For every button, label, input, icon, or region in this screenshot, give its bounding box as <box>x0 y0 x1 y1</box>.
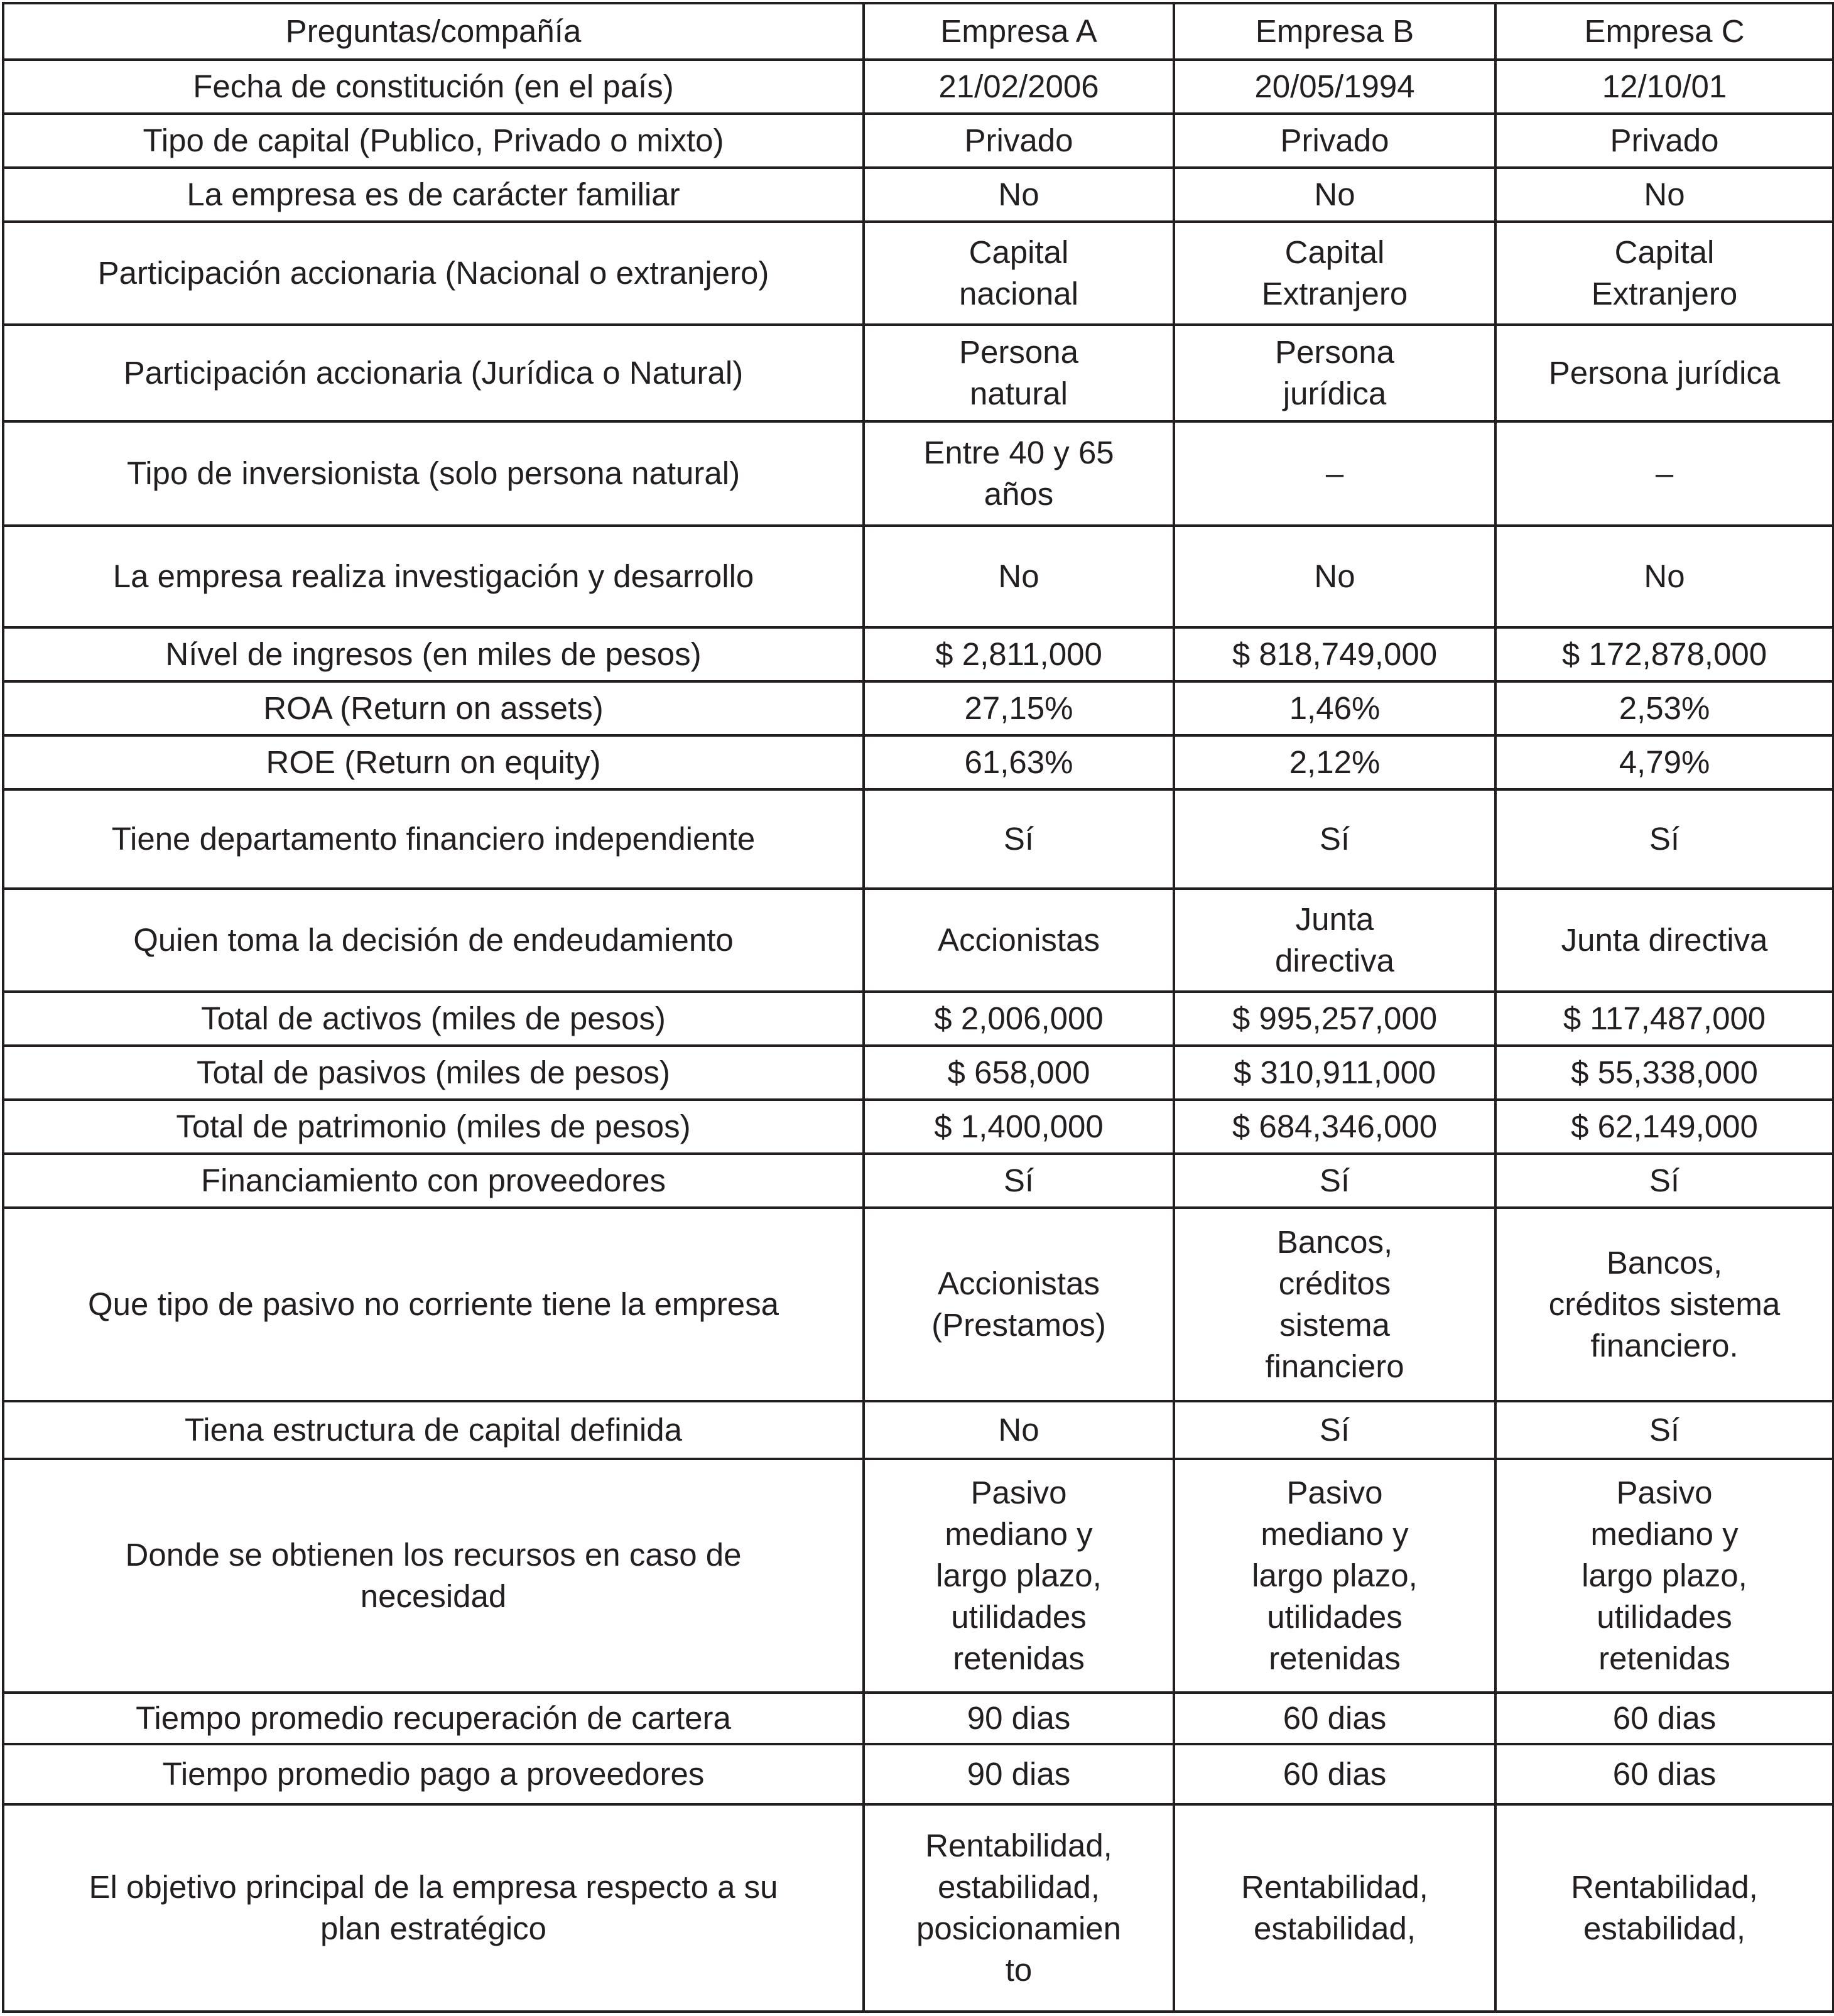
row-empresa-c-recuperacion-cartera: 60 dias <box>1495 1693 1833 1744</box>
table-row <box>3 735 1833 789</box>
table-row <box>3 421 1833 526</box>
row-question-caracter-familiar: La empresa es de carácter familiar <box>3 168 864 222</box>
row-empresa-b-financiamiento-proveedores: Sí <box>1174 1154 1495 1208</box>
row-empresa-c-investigacion-desarrollo: No <box>1495 526 1833 627</box>
row-question-investigacion-desarrollo: La empresa realiza investigación y desarrollo <box>3 526 864 627</box>
row-empresa-a-participacion-nacional: Capital nacional <box>864 222 1174 325</box>
row-empresa-a-roa: 27,15% <box>864 681 1174 735</box>
row-empresa-a-pasivo-no-corriente: Accionistas (Prestamos) <box>864 1208 1174 1401</box>
header-company-c: Empresa C <box>1495 3 1833 60</box>
row-empresa-c-total-pasivos: $ 55,338,000 <box>1495 1046 1833 1100</box>
row-question-financiamiento-proveedores: Financiamiento con proveedores <box>3 1154 864 1208</box>
row-empresa-a-tipo-capital: Privado <box>864 114 1174 168</box>
row-empresa-b-nivel-ingresos: $ 818,749,000 <box>1174 627 1495 681</box>
row-empresa-c-tipo-inversionista: – <box>1495 421 1833 526</box>
row-empresa-c-obtencion-recursos: Pasivo mediano y largo plazo, utilidades retenidas <box>1495 1459 1833 1693</box>
header-question: Preguntas/compañía <box>3 3 864 60</box>
table-row <box>3 1046 1833 1100</box>
row-empresa-c-total-patrimonio: $ 62,149,000 <box>1495 1100 1833 1154</box>
row-empresa-b-roa: 1,46% <box>1174 681 1495 735</box>
row-empresa-b-total-patrimonio: $ 684,346,000 <box>1174 1100 1495 1154</box>
table-row <box>3 1804 1833 2012</box>
table-row <box>3 1693 1833 1744</box>
row-empresa-c-caracter-familiar: No <box>1495 168 1833 222</box>
row-empresa-b-total-pasivos: $ 310,911,000 <box>1174 1046 1495 1100</box>
row-empresa-a-investigacion-desarrollo: No <box>864 526 1174 627</box>
row-empresa-b-departamento-financiero: Sí <box>1174 789 1495 889</box>
row-question-fecha-constitucion: Fecha de constitución (en el país) <box>3 60 864 114</box>
row-empresa-a-fecha-constitucion: 21/02/2006 <box>864 60 1174 114</box>
row-question-nivel-ingresos: Nível de ingresos (en miles de pesos) <box>3 627 864 681</box>
row-empresa-a-total-patrimonio: $ 1,400,000 <box>864 1100 1174 1154</box>
row-question-decision-endeudamiento: Quien toma la decisión de endeudamiento <box>3 889 864 992</box>
row-empresa-a-decision-endeudamiento: Accionistas <box>864 889 1174 992</box>
row-empresa-b-objetivo-principal: Rentabilidad, estabilidad, <box>1174 1804 1495 2012</box>
row-empresa-c-objetivo-principal: Rentabilidad, estabilidad, <box>1495 1804 1833 2012</box>
row-empresa-a-total-pasivos: $ 658,000 <box>864 1046 1174 1100</box>
row-question-participacion-nacional: Participación accionaria (Nacional o extranjero) <box>3 222 864 325</box>
row-empresa-a-caracter-familiar: No <box>864 168 1174 222</box>
row-empresa-c-roe: 4,79% <box>1495 735 1833 789</box>
row-empresa-b-total-activos: $ 995,257,000 <box>1174 992 1495 1046</box>
table-row <box>3 627 1833 681</box>
row-empresa-b-pago-proveedores: 60 dias <box>1174 1744 1495 1804</box>
table-row <box>3 992 1833 1046</box>
table-row <box>3 526 1833 627</box>
table-row <box>3 1744 1833 1804</box>
row-question-total-activos: Total de activos (miles de pesos) <box>3 992 864 1046</box>
row-question-recuperacion-cartera: Tiempo promedio recuperación de cartera <box>3 1693 864 1744</box>
row-empresa-a-tipo-inversionista: Entre 40 y 65 años <box>864 421 1174 526</box>
row-empresa-c-total-activos: $ 117,487,000 <box>1495 992 1833 1046</box>
table-body <box>3 3 1833 2012</box>
row-empresa-a-estructura-capital: No <box>864 1401 1174 1459</box>
row-empresa-c-pago-proveedores: 60 dias <box>1495 1744 1833 1804</box>
row-empresa-b-tipo-inversionista: – <box>1174 421 1495 526</box>
row-empresa-b-fecha-constitucion: 20/05/1994 <box>1174 60 1495 114</box>
row-question-estructura-capital: Tiena estructura de capital definida <box>3 1401 864 1459</box>
row-empresa-b-participacion-nacional: Capital Extranjero <box>1174 222 1495 325</box>
header-row <box>3 3 1833 60</box>
table-row <box>3 325 1833 421</box>
row-empresa-a-objetivo-principal: Rentabilidad, estabilidad, posicionamien to <box>864 1804 1174 2012</box>
row-question-objetivo-principal: El objetivo principal de la empresa respecto a su plan estratégico <box>3 1804 864 2012</box>
table-row <box>3 168 1833 222</box>
row-empresa-b-obtencion-recursos: Pasivo mediano y largo plazo, utilidades retenidas <box>1174 1459 1495 1693</box>
comparison-table <box>2 2 1834 2013</box>
row-empresa-a-participacion-juridica: Persona natural <box>864 325 1174 421</box>
table-row <box>3 1459 1833 1693</box>
row-empresa-c-participacion-nacional: Capital Extranjero <box>1495 222 1833 325</box>
row-question-roa: ROA (Return on assets) <box>3 681 864 735</box>
row-question-tipo-capital: Tipo de capital (Publico, Privado o mixto) <box>3 114 864 168</box>
row-empresa-a-departamento-financiero: Sí <box>864 789 1174 889</box>
header-company-a: Empresa A <box>864 3 1174 60</box>
row-question-pasivo-no-corriente: Que tipo de pasivo no corriente tiene la empresa <box>3 1208 864 1401</box>
table-row <box>3 1154 1833 1208</box>
table-row <box>3 681 1833 735</box>
row-empresa-c-participacion-juridica: Persona jurídica <box>1495 325 1833 421</box>
row-empresa-c-nivel-ingresos: $ 172,878,000 <box>1495 627 1833 681</box>
row-empresa-a-recuperacion-cartera: 90 dias <box>864 1693 1174 1744</box>
row-empresa-a-financiamiento-proveedores: Sí <box>864 1154 1174 1208</box>
row-empresa-c-tipo-capital: Privado <box>1495 114 1833 168</box>
table-row <box>3 1208 1833 1401</box>
row-empresa-c-roa: 2,53% <box>1495 681 1833 735</box>
row-question-obtencion-recursos: Donde se obtienen los recursos en caso de necesidad <box>3 1459 864 1693</box>
row-empresa-c-financiamiento-proveedores: Sí <box>1495 1154 1833 1208</box>
row-empresa-c-departamento-financiero: Sí <box>1495 789 1833 889</box>
row-question-total-patrimonio: Total de patrimonio (miles de pesos) <box>3 1100 864 1154</box>
table-row <box>3 789 1833 889</box>
table-row <box>3 222 1833 325</box>
row-empresa-b-estructura-capital: Sí <box>1174 1401 1495 1459</box>
row-empresa-b-caracter-familiar: No <box>1174 168 1495 222</box>
row-question-total-pasivos: Total de pasivos (miles de pesos) <box>3 1046 864 1100</box>
row-empresa-c-fecha-constitucion: 12/10/01 <box>1495 60 1833 114</box>
row-empresa-a-total-activos: $ 2,006,000 <box>864 992 1174 1046</box>
table-row <box>3 1401 1833 1459</box>
row-empresa-b-roe: 2,12% <box>1174 735 1495 789</box>
table-row <box>3 60 1833 114</box>
row-question-participacion-juridica: Participación accionaria (Jurídica o Natural) <box>3 325 864 421</box>
header-company-b: Empresa B <box>1174 3 1495 60</box>
row-empresa-b-participacion-juridica: Persona jurídica <box>1174 325 1495 421</box>
table-row <box>3 1100 1833 1154</box>
row-empresa-a-obtencion-recursos: Pasivo mediano y largo plazo, utilidades retenidas <box>864 1459 1174 1693</box>
row-empresa-b-pasivo-no-corriente: Bancos, créditos sistema financiero <box>1174 1208 1495 1401</box>
row-question-pago-proveedores: Tiempo promedio pago a proveedores <box>3 1744 864 1804</box>
row-empresa-a-pago-proveedores: 90 dias <box>864 1744 1174 1804</box>
row-empresa-b-decision-endeudamiento: Junta directiva <box>1174 889 1495 992</box>
row-question-tipo-inversionista: Tipo de inversionista (solo persona natural) <box>3 421 864 526</box>
row-empresa-b-investigacion-desarrollo: No <box>1174 526 1495 627</box>
table-row <box>3 114 1833 168</box>
row-empresa-a-nivel-ingresos: $ 2,811,000 <box>864 627 1174 681</box>
row-empresa-b-recuperacion-cartera: 60 dias <box>1174 1693 1495 1744</box>
row-empresa-b-tipo-capital: Privado <box>1174 114 1495 168</box>
row-empresa-c-decision-endeudamiento: Junta directiva <box>1495 889 1833 992</box>
row-empresa-a-roe: 61,63% <box>864 735 1174 789</box>
row-question-departamento-financiero: Tiene departamento financiero independiente <box>3 789 864 889</box>
row-question-roe: ROE (Return on equity) <box>3 735 864 789</box>
row-empresa-c-pasivo-no-corriente: Bancos, créditos sistema financiero. <box>1495 1208 1833 1401</box>
table-row <box>3 889 1833 992</box>
row-empresa-c-estructura-capital: Sí <box>1495 1401 1833 1459</box>
